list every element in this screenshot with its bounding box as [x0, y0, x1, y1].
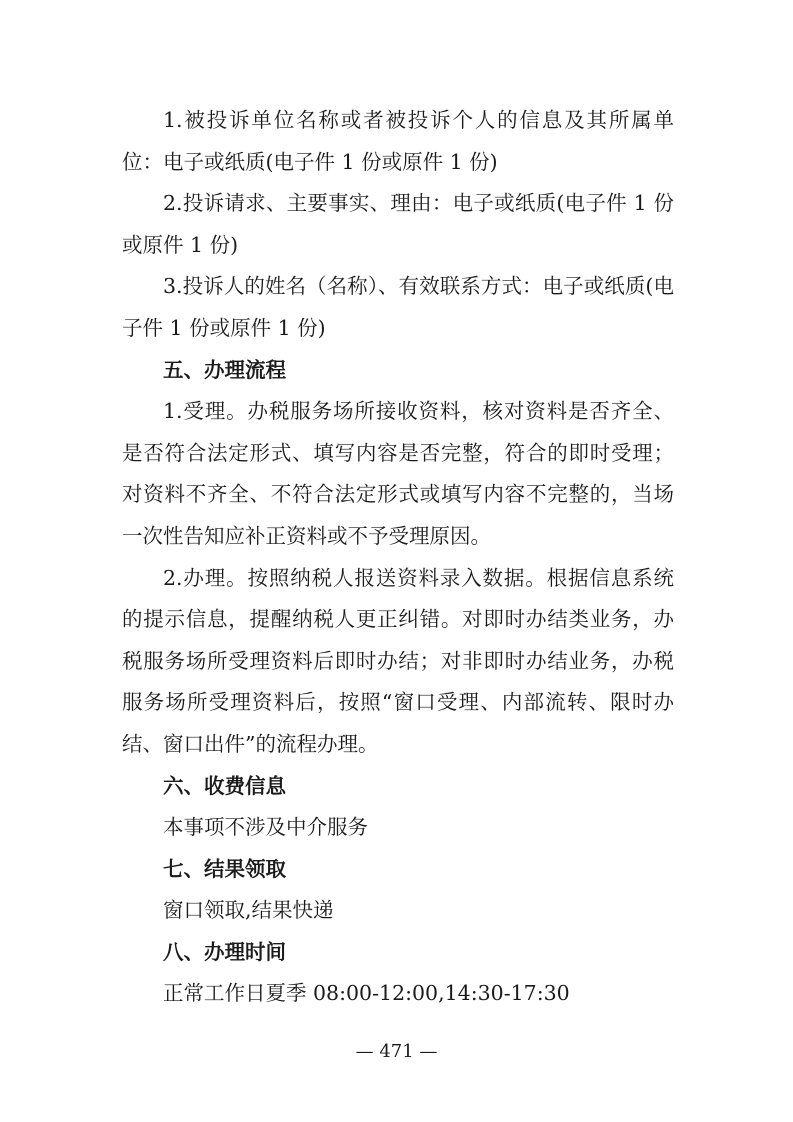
- process-step-accept: 1.受理。办税服务场所接收资料，核对资料是否齐全、是否符合法定形式、填写内容是否完整，符合的即时受理；对资料不齐全、不符合法定形式或填写内容不完整的，当场一次性告知应补正资料或不予受理原因。: [122, 399, 674, 548]
- result-text: 窗口领取,结果快递: [163, 898, 334, 923]
- process-step-handle: 2.办理。按照纳税人报送资料录入数据。根据信息系统的提示信息，提醒纳税人更正纠错。对即时办结类业务，办税服务场所受理资料后即时办结；对非即时办结业务，办税服务场所受理资料后，按照“窗口受理、内部流转、限时办结、窗口出件”的流程办理。: [122, 565, 674, 756]
- fees-text: 本事项不涉及中介服务: [163, 815, 368, 840]
- hours-text: 正常工作日夏季 08:00-12:00,14:30-17:30: [163, 981, 570, 1006]
- section-heading-hours: 八、办理时间: [163, 939, 286, 964]
- material-item-1: 1.被投诉单位名称或者被投诉个人的信息及其所属单位：电子或纸质(电子件 1 份或原件 1 份): [122, 108, 674, 174]
- page-number: — 471 —: [355, 1041, 438, 1062]
- section-heading-fees: 六、收费信息: [163, 773, 286, 798]
- document-body: [122, 100, 674, 1015]
- section-heading-result: 七、结果领取: [163, 856, 286, 881]
- material-item-2: 2.投诉请求、主要事实、理由：电子或纸质(电子件 1 份或原件 1 份): [122, 191, 674, 257]
- material-item-3: 3.投诉人的姓名（名称）、有效联系方式：电子或纸质(电子件 1 份或原件 1 份): [122, 274, 674, 340]
- section-heading-process: 五、办理流程: [163, 357, 286, 382]
